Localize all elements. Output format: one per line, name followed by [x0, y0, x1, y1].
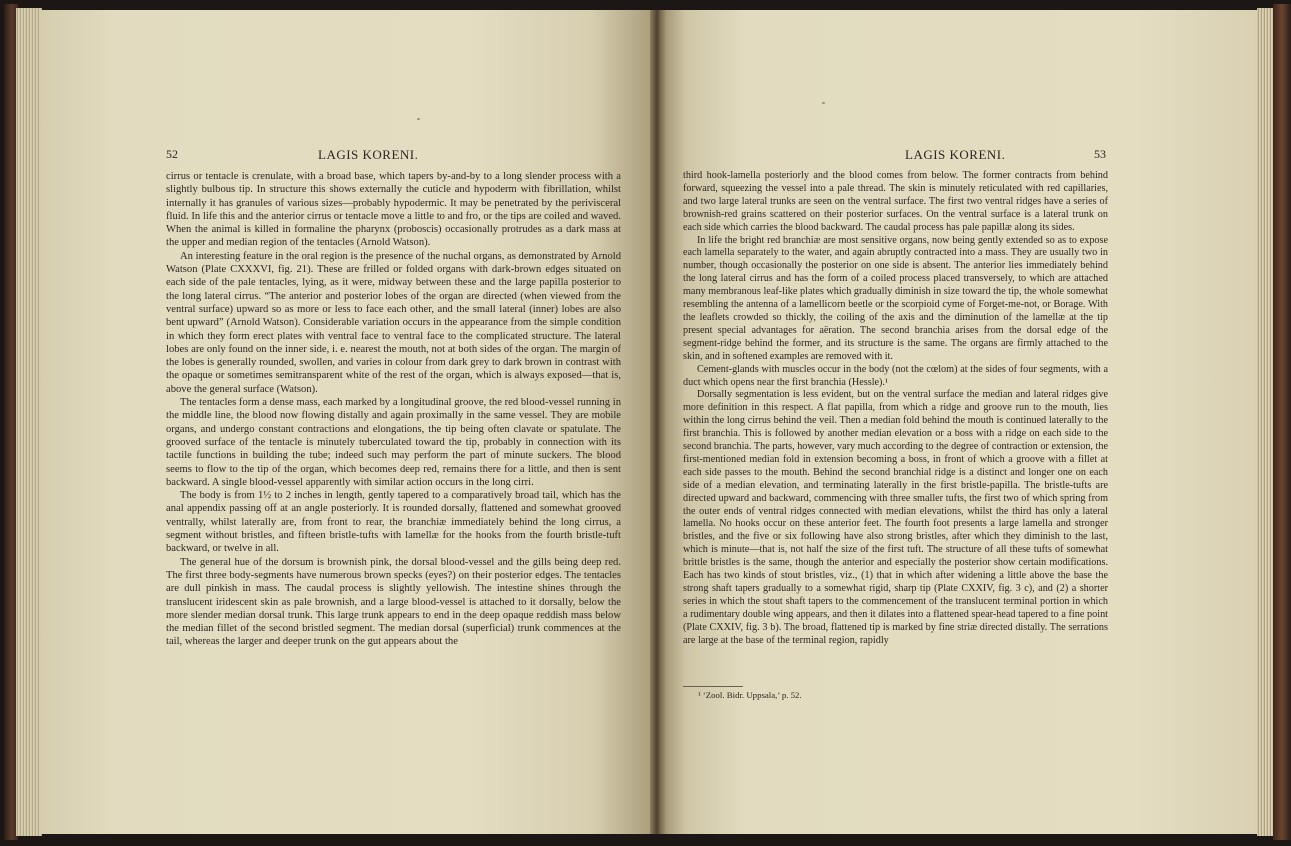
left-paragraph: An interesting feature in the oral region is the presence of the nuchal organs, as demonstrated by Arnold Watson (Plate CXXXVI, fig. 21). These are frilled or folded organs with dark-brown edges situated on each side of the pale tentacles, lying, as it were, midway between these and the large papilla posterior to the long lateral cirrus. “The anterior and posterior lobes of the organ are directed (when viewed from the ventral surface) upward so as more or less to face each other, and the small lateral (inner) lobes are also bent upward” (Arnold Watson). Considerable variation occurs in the appearance from the simple condition in which they form erect plates with ventral face to ventral face to the complicated structure. The lateral lobes are only found on the inner side, i. e. nearest the mouth, not at both sides of the organ. The margin of the lobes is generally rounded, swollen, and varies in colour from dark grey to dark brown in contrast with the opaque or sometimes semitransparent white of the rest of the organ, which is always exposed—that is, above the general surface (Watson).	[166, 250, 621, 395]
page-edges-right	[1257, 8, 1273, 836]
paper-speck	[822, 102, 825, 104]
book-cover-right	[1273, 4, 1291, 840]
right-running-head: LAGIS KORENI.	[905, 147, 1006, 162]
left-page-number: 52	[166, 147, 178, 161]
footnote: ¹ ‘Zool. Bidr. Uppsala,’ p. 52.	[698, 690, 802, 700]
left-paragraph: The general hue of the dorsum is brownish pink, the dorsal blood-vessel and the gills being deep red. The first three body-segments have numerous brown specks (eyes?) on their posterior edges. The tentacles are dull pinkish in mass. The caudal process is slightly yellowish. The intestine shines through the translucent iridescent skin as pale brownish, and a large blood-vessel is attached to it dorsally, below the more slender median dorsal trunk. This large trunk appears to end in the deep opaque reddish mass below the median fillet of the second bristled segment. The median dorsal (superficial) trunk commences at the tail, whereas the larger and deeper trunk on the gut appears about the	[166, 556, 621, 648]
right-paragraph: third hook-lamella posteriorly and the blood comes from below. The former contracts from behind forward, squeezing the vessel into a pale thread. The skin is minutely reticulated with red capillaries, and two large lateral trunks are seen on the ventral surface. The first two ventral ridges have a series of brownish-red grains scattered on their posterior surfaces. On the ventral surface is a lateral trunk on each side which carries the blood backward. The caudal process has pale papillæ along its sides.	[683, 170, 1108, 233]
left-running-head: LAGIS KORENI.	[318, 147, 419, 162]
page-edges-left	[16, 8, 42, 836]
paper-speck	[417, 118, 420, 120]
left-page-body	[166, 170, 621, 649]
left-paragraph: The body is from 1½ to 2 inches in length, gently tapered to a comparatively broad tail, which has the anal appendix passing off at an angle posteriorly. It is rounded dorsally, flattened and somewhat grooved ventrally, whilst laterally are, from front to rear, the branchiæ immediately behind the long cirrus, a segment without bristles, and fifteen bristle-tufts with lamellæ for the hooks from the fourth bristle-tuft backward, or twelve in all.	[166, 490, 621, 555]
right-page-number: 53	[1094, 147, 1106, 161]
footnote-rule	[683, 686, 743, 687]
left-paragraph: cirrus or tentacle is crenulate, with a broad base, which tapers by-and-by to a long slender process with a slightly bulbous tip. In structure this shows externally the cuticle and hypoderm with fibrillation, whilst internally it has granules of various sizes—probably hypodermic. It may be penetrated by the perivisceral fluid. In life this and the anterior cirrus or tentacle move a little to and fro, or the tips are coiled and waved. When the animal is killed in formaline the pharynx (proboscis) occasionally protrudes as a dark mass at the upper and median region of the tentacles (Arnold Watson).	[166, 171, 621, 249]
book-gutter	[650, 10, 666, 834]
right-page-body	[683, 170, 1108, 648]
left-paragraph: The tentacles form a dense mass, each marked by a longitudinal groove, the red blood-vessel running in the middle line, the blood now flowing distally and again proximally in the same vessel. They are mobile organs, and undergo constant contractions and elongations, the tip being often clavate or spatulate. The grooved surface of the tentacle is minutely tuberculated toward the tip, probably in connection with its tactile functions in building the tube; indeed such may perform the part of minute suckers. The blood seems to flow to the tip of the organ, which becomes deep red, remains there for a little, and then is sent backward. A single blood-vessel apparently with similar action occurs in the long cirri.	[166, 397, 621, 488]
right-paragraph: Cement-glands with muscles occur in the body (not the cœlom) at the sides of four segments, with a duct which opens near the first branchia (Hessle).¹	[683, 363, 1108, 388]
right-paragraph: In life the bright red branchiæ are most sensitive organs, now being gently extended so as to expose each lamella separately to the water, and again abruptly contracted into a mass. They are usually two in number, though occasionally the posterior on one side is absent. The anterior lies immediately behind the long lateral cirrus and has the form of a coiled process placed transversely, to which are attached many membranous leaf-like plates which gradually diminish in size toward the tip, the whole somewhat resembling the antenna of a lamellicorn beetle or the scorpioid cyme of Forget-me-not, or Borage. With the leaflets crowded so thickly, the coiling of the axis and the diminution of the lamellæ at the tip present special advantages for aëration. The second branchia arises from the dorsal edge of the segment-ridge behind the former, and its structure is the same. The organs are firmly attached to the skin, and in softened examples are removed with it.	[683, 234, 1108, 362]
right-paragraph: Dorsally segmentation is less evident, but on the ventral surface the median and lateral ridges give more definition in this respect. A flat papilla, from which a ridge and groove run to the mouth, lies within the long cirrus behind the veil. Then a median fold behind the mouth is continued laterally to the first branchia. This is followed by another median elevation or a boss with a ridge on each side to the second branchia. The parts, however, vary much according to the degree of contraction or extension, the first-mentioned median fold in extension becoming a boss, in front of which a groove with a fillet at each side passes to the mouth. Behind the second branchial ridge is a distinct and longer one on each side of a median elevation, and terminating laterally in the first bristle-papilla. The bristle-tufts are directed upward and backward, commencing with three smaller tufts, the first two of which spring from the outer ends of ventral ridges connected with median elevations, whilst the third has only a lateral lamella. No hooks occur on these anterior feet. The fourth foot presents a large lamella and stronger bristles, and the five or six following have also strong bristles, after which they diminish to the last, which is minute—that is, not half the size of the first tuft. The structure of all these tufts of somewhat brittle bristles is the same, though the anterior and especially the posterior show certain modifications. Each has two kinds of stout bristles, viz., (1) that in which after widening a little above the base the strong shaft tapers gradually to a somewhat rigid, sharp tip (Plate CXXIV, fig. 3 c), and (2) a shorter series in which the stout shaft tapers to the commencement of the translucent terminal portion in which a rudimentary double wing appears, and then it dilates into a flattened spear-head tapered to a fine point (Plate CXXIV, fig. 3 b). The broad, flattened tip is marked by fine striæ directed distally. The serrations are large at the base of the terminal region, rapidly	[683, 389, 1108, 646]
